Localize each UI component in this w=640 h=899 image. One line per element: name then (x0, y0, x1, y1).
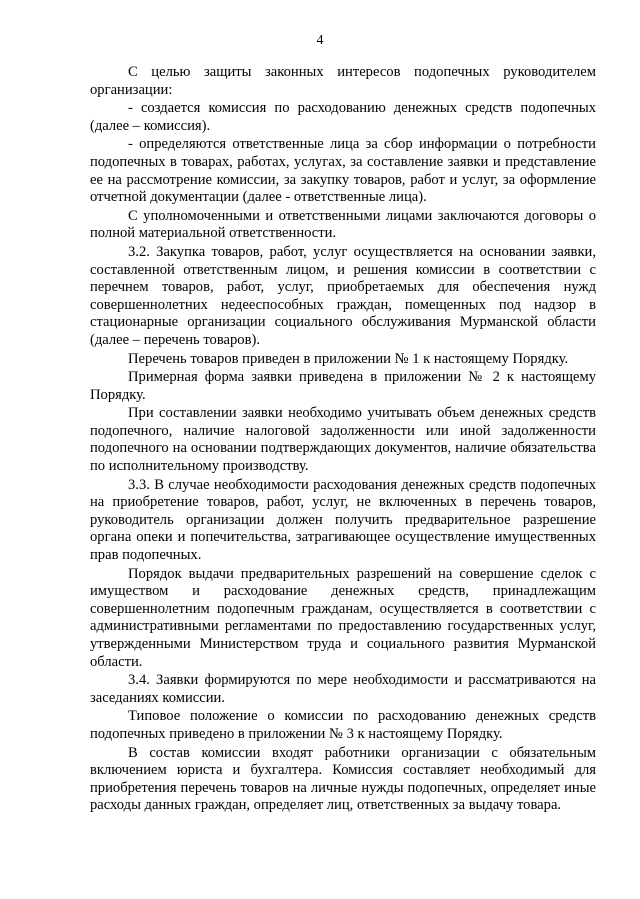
paragraph-request-form-appendix: Примерная форма заявки приведена в приложении № 2 к настоящему Порядку. (90, 369, 596, 403)
paragraph-section-3-3: 3.3. В случае необходимости расходования денежных средств подопечных на приобретение товаров, работ, услуг, не включенных в перечень товаров, руководитель организации должен получить предварительное разрешение органа опеки и попечительства, затрагивающее осуществление имущественных прав подопечных. (90, 476, 596, 564)
paragraph-request-considerations: При составлении заявки необходимо учитывать объем денежных средств подопечного, наличие налоговой задолженности или иной задолженности подопечного на основании подтверждающих документов, наличие обязательства по исполнительному производству. (90, 405, 596, 475)
paragraph-commission-regulation: Типовое положение о комиссии по расходованию денежных средств подопечных приведено в приложении № 3 к настоящему Порядку. (90, 708, 596, 742)
paragraph-commission: - создается комиссия по расходованию денежных средств подопечных (далее – комиссия). (90, 100, 596, 134)
paragraph-section-3-4: 3.4. Заявки формируются по мере необходимости и рассматриваются на заседаниях комиссии. (90, 672, 596, 706)
paragraph-commission-composition: В состав комиссии входят работники организации с обязательным включением юриста и бухгалтера. Комиссия составляет необходимый для приобретения перечень товаров на личные нужды подопечных, определяет иные расходы данных граждан, определяет лиц, ответственных за выдачу товара. (90, 744, 596, 814)
paragraph-intro: С целью защиты законных интересов подопечных руководителем организации: (90, 64, 596, 98)
paragraph-goods-list-appendix: Перечень товаров приведен в приложении № 1 к настоящему Порядку. (128, 350, 569, 367)
page-number: 4 (316, 33, 324, 48)
paragraph-responsible-persons: - определяются ответственные лица за сбор информации о потребности подопечных в товарах, работах, услугах, за составление заявки и представление ее на рассмотрение комиссии, за закупку товаров, работ и услуг, за оформление отчетной документации (далее - ответственные лица). (90, 136, 596, 206)
paragraph-section-3-2: 3.2. Закупка товаров, работ, услуг осуществляется на основании заявки, составленной ответственным лицом, и решения комиссии в соответствии с перечнем товаров, работ, услуг, приобретаемых для обеспечения нужд совершеннолетних недееспособных граждан, помещенных под надзор в стационарные организации социального обслуживания Мурманской области (далее – перечень товаров). (90, 243, 596, 348)
paragraph-liability-contracts: С уполномоченными и ответственными лицами заключаются договоры о полной материальной ответственности. (90, 207, 596, 242)
paragraph-permission-procedure: Порядок выдачи предварительных разрешений на совершение сделок с имуществом и расходование денежных средств, принадлежащим совершеннолетним подопечным гражданам, осуществляется в соответствии с административными регламентами по предоставлению государственных услуг, утвержденными Министерством труда и социального развития Мурманской области. (90, 565, 596, 670)
document-body (90, 64, 596, 815)
